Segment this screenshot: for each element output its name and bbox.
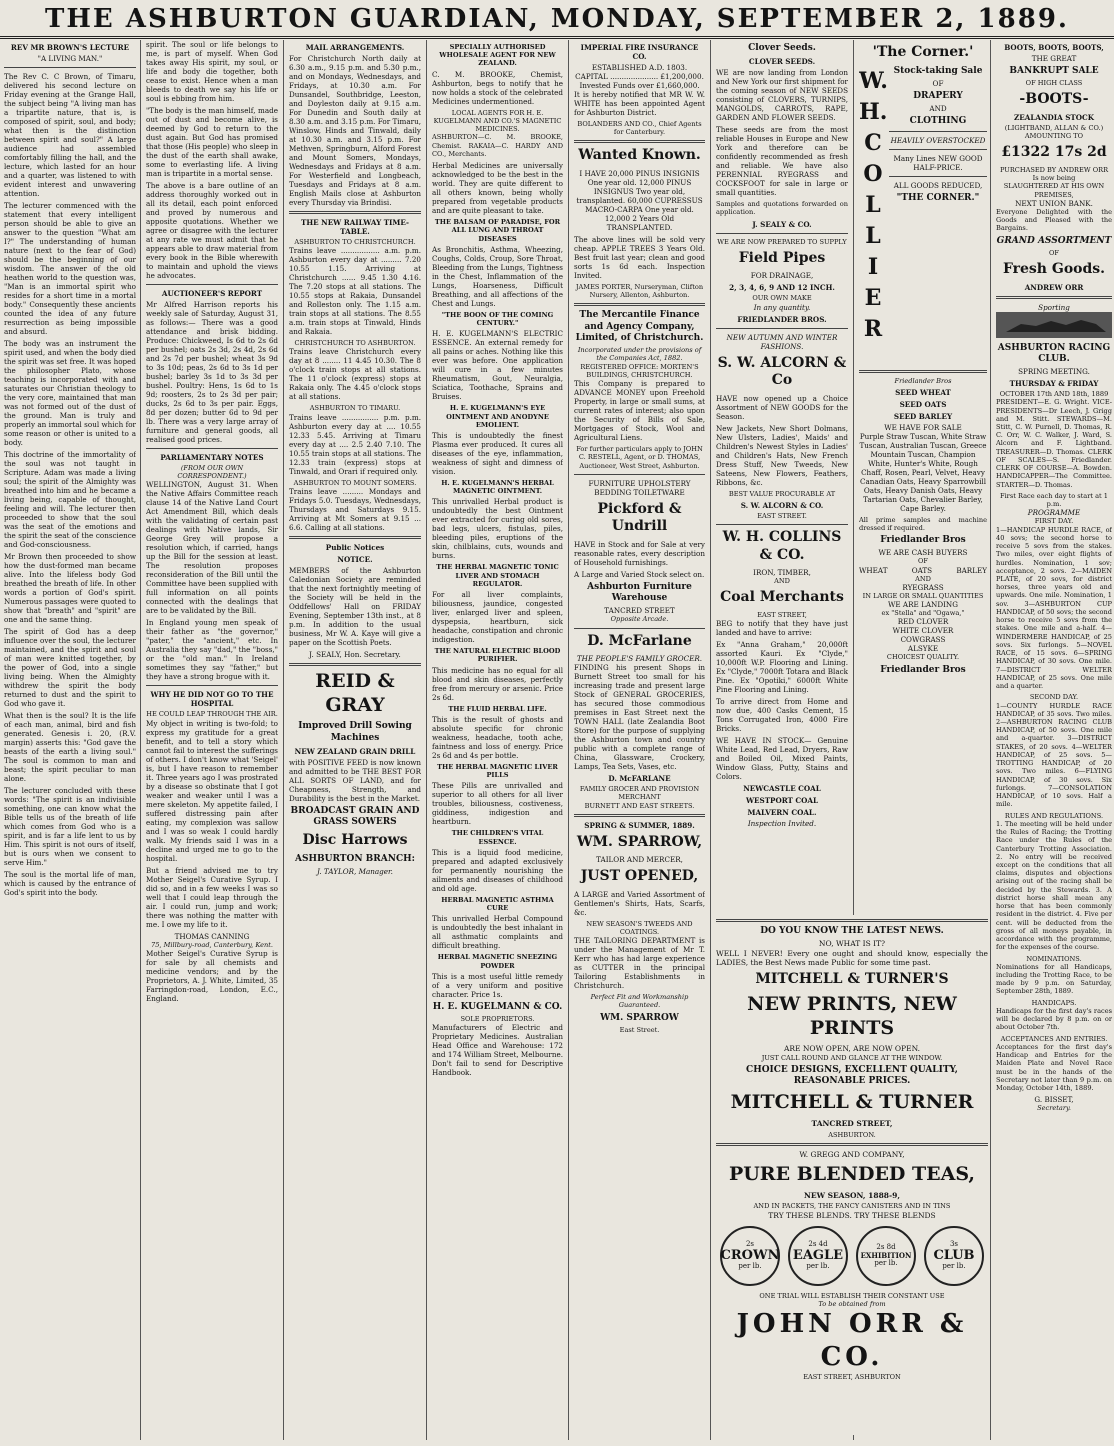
advert-line: WHEAT	[859, 565, 888, 575]
collier-letter: L	[865, 191, 881, 218]
advert-text: Everyone Delighted with the Goods and Pleased with the Bargains.	[996, 207, 1112, 233]
section-heading: H. E. KUGELMANN'S EYE OINTMENT AND ANODYNE EMOLIENT.	[446, 404, 549, 429]
advert-heading: £1322 17s 2d	[1001, 144, 1107, 161]
advert-line: Friedlander Bros	[894, 376, 952, 385]
advert-title: ASHBURTON RACING CLUB.	[997, 342, 1111, 364]
race-programme: 1—COUNTY HURDLE RACE HANDICAP, of 35 sovs. Two miles. 2—ASHBURTON RACING CLUB HANDICAP, of 50 sovs. One mile and a-quarter. 3—DISTRICT STAKES, of 20 sovs. 4—WELTER HANDICAP, of 25 sovs. 5—TROTTING HANDICAP, of 20 sovs. Two miles. 6—FLYING HANDICAP, of 30 sovs. Six furlongs. 7—CONSOLATION HANDICAP, of 10 sovs. Half a mile.	[996, 701, 1112, 809]
advert-line: MALVERN COAL.	[747, 808, 817, 818]
advert-text: Samples and quotations forwarded on application.	[716, 200, 848, 217]
collier-letter: H.	[859, 98, 888, 125]
advert-heading: NEW ZEALAND GRAIN DRILL	[294, 746, 416, 756]
advert-line: CAPITAL ..................... £1,200,000.	[575, 72, 704, 81]
advert-signature: G. BISSET,	[1034, 1095, 1074, 1105]
timetable: Trains leave ................. a.m. p.m. Ashburton every day at ......... 7.20 10.55 1.15. Arriving at Christchurch ...... 9.45 1.30 4.16. The 7.20 stops at all stations. The 10.55 stops at Rakaia, Dunsandel and Rolleston only. The 1.15 a.m. train stops at all stations. The 8.55 a.m. train stops at Tinwald, Hinds and Rakaia.	[289, 246, 421, 337]
tea-badge-name: CLUB	[933, 1247, 975, 1263]
collier-letter: I	[867, 253, 879, 280]
tea-badge	[788, 1226, 848, 1286]
advert-line: ONE TRIAL WILL ESTABLISH THEIR CONSTANT USE	[759, 1291, 945, 1300]
advert-line: Is now being	[1032, 174, 1076, 183]
advert-text: New Jackets, New Short Dolmans, New Ulsters, Ladies', Maids' and Children's Newest Styles in Ladies' and Children's Hats, New French Dress Stuff, New Tweeds, New Sateens, New Flowers, Feathers, Ribbons, &c.	[716, 423, 848, 487]
advert-title: Field Pipes	[738, 249, 826, 266]
section-heading: THE CHILDREN'S VITAL ESSENCE.	[451, 829, 544, 846]
advert-line: PURCHASED BY ANDREW ORR	[999, 165, 1109, 174]
advert-line: HANDICAPS.	[1031, 998, 1077, 1007]
advert-line: COWGRASS	[900, 635, 946, 645]
advert-heading: Disc Harrows	[302, 832, 408, 849]
advert-line: BARLEY	[956, 565, 987, 575]
advert-text: These seeds are from the most reliable Houses in Europe and New York and therefore can be confidently recommended as fresh and reliable. We have also PERENNIAL RYEGRASS and COCKSFOOT for sale in large or small quantities.	[716, 125, 848, 198]
advert-title: Wanted Known.	[578, 147, 701, 164]
column-adverts-b	[716, 40, 848, 910]
article-paragraph: What then is the soul? It is the life of each man, animal, bird and fish generated. Genesis i. 20, (R.V. margin) asserts this: "God gave the beasts of the earth a living soul." The soul is common to man and beast; the spirit peculiar to man alone.	[4, 711, 136, 783]
article-paragraph: Mr Alfred Harrison reports his weekly sale of Saturday, August 31, as follows:— There was a good attendance and brisk bidding. Produce: Chickweed, Is 6d to 2s 6d per bushel; oats 2s 3d, 2s 4d, 2s 6d and 2s 7d per bushel; wheat 3s 9d to 3s 10d; peas, 2s 6d to 3s 1d per bushel; barley 3s 1d to 3s 3d per bushel. Poultry: Hens, 1s 6d to 1s 9d; roosters, 2s to 2s 3d per pair; ducks, 2s 6d to 3s per pair. Eggs, 8d per dozen; butter 6d to 9d per lb. There was a very large array of furniture and general goods, all realised good prices.	[146, 300, 278, 444]
advert-line: Secretary.	[1037, 1104, 1071, 1113]
advert-text: This Company is prepared to ADVANCE MONEY upon Freehold Property, in large or small sums, at current rates of interest; also upon the Security of Bills of Sale, Mortgages of Stock, Wool and Agricultural Liens.	[574, 379, 705, 443]
advert-line: Incorporated under the provisions of the Companies Act, 1882.	[577, 346, 702, 363]
advert-heading: Coal Merchants	[720, 589, 844, 606]
collier-letter: C	[864, 129, 882, 156]
advert-line: OCTOBER 17th AND 18th, 1889	[999, 390, 1109, 399]
advert-line: WHITE CLOVER	[892, 626, 954, 636]
column-rule	[710, 40, 711, 1440]
advert-text: Purple Straw Tuscan, White Straw Tuscan, Australian Tuscan, Greece Mountain Tuscan, Champion White, Hunter's White, Rough Chaff, Rosen, Pearl, Velvet, Heavy Canadian Oats, Heavy Sparrowbill Oats, Heavy Danish Oats, Heavy Tartarian Oats, Chevalier Barley, Cape Barley.	[859, 431, 987, 513]
advert-title: The Mercantile Finance and Agency Company, Limited, of Christchurch.	[575, 310, 704, 343]
advert-text: PRESIDENT—E. G. Wright. VICE-PRESIDENTS—Dr Leech, J. Grigg and M. Stitt. STEWARDS—M. Stitt, C. W. Purnell, D. Thomas, R. C. Orr, W. C. Walker, J. Ward, S. Alcorn and F. Lightband. TREASURER—D. Thomas. CLERK OF SCALES—S. Friedlander. CLERK OF COURSE—A. Bowden. HANDICAPPER—The Committee. STARTER—D. Thomas.	[996, 398, 1112, 489]
advert-text: ASHBURTON—C. M. BROOKE, Chemist. RAKAIA—C. HARDY AND CO., Merchants.	[432, 133, 563, 158]
advert-subheading: THE PEOPLE'S FAMILY GROCER.	[576, 654, 703, 664]
advert-title: MITCHELL & TURNER'S	[755, 971, 949, 988]
collier-letter: R	[863, 315, 883, 342]
advert-signature: FRIEDLANDER BROS.	[737, 314, 827, 324]
advert-line: FIRST DAY.	[1034, 517, 1074, 526]
advert-heading: BOOTS, BOOTS, BOOTS,	[1004, 43, 1104, 52]
section-heading: PARLIAMENTARY NOTES	[160, 453, 264, 462]
advert-line: SLAUGHTERED AT HIS OWN PREMISES,	[1003, 182, 1105, 199]
advert-signature: ANDREW ORR	[1024, 282, 1084, 292]
advert-text: WE are now landing from London and New York our first shipment for the coming season of NEW SEEDS consisting of CLOVERS, TURNIPS, MANGOLDS, CARROTS, RAPE, GARDEN AND FLOWER SEEDS.	[716, 68, 848, 123]
article-paragraph: The body was an instrument the spirit used, and when the body died the spirit was set free. It was hoped the philosopher Plato, whose teaching is incorporated with and saturates our Christian theology to the very core, maintained that man was not formed out of the dust of the ground. Man is truly and properly an immortal soul which for some reason or other is united to a body.	[4, 339, 136, 447]
advert-line: AMOUNTING TO	[1024, 132, 1084, 141]
advert-heading: Ashburton Furniture Warehouse	[587, 581, 692, 604]
advert-heading: "THE CORNER."	[896, 193, 980, 204]
advert-line: ARE NOW OPEN, ARE NOW OPEN.	[783, 1044, 921, 1054]
advert-line: (LIGHTBAND, ALLAN & CO.)	[1004, 123, 1104, 132]
column-rule	[140, 40, 141, 1440]
advert-heading: GRAND ASSORTMENT	[996, 235, 1112, 246]
advert-text: It is hereby notified that MR W. W. WHITE has been appointed Agent for Ashburton District.	[574, 90, 705, 117]
advert-signature: JAMES PORTER, Nurseryman, Clifton Nursery, Allenton, Ashburton.	[575, 282, 704, 300]
collier-letter: O	[863, 160, 883, 187]
advert-text: This unrivalled Herbal Compound is undoubtedly the best inhalant in all asthmatic complaints and difficult breathing.	[432, 914, 563, 951]
advert-text: Manufacturers of Electric and Proprietary Medicines. Australian Head Office and Warehouse: 172 and 174 William Street, Melbourne. Don't fail to send for Descriptive Handbook.	[432, 1023, 563, 1078]
article-paragraph: My object in writing is two-fold; to express my gratitude for a great benefit, and to tell a story which cannot fail to interest the sufferings of others. I don't know what 'Seigel' is, but I have reason to remember it. Three years ago I was prostrated by a disease so obstinate that I got weaker and weaker until I was a mere skeleton. My appetite failed, I suffered distressing pain after eating, my complexion was sallow and I was so weak I could hardly walk. My friends said I was in a decline and urged me to go to the hospital.	[146, 718, 278, 863]
advert-text: This is the result of ghosts and absolute specific for chronic weakness, headache, tooth ache, faintness and loss of energy. Price 2s 6d and 4s per bottle.	[432, 714, 563, 760]
section-heading: Sporting	[1038, 302, 1070, 312]
advert-text: All prime samples and machine dressed if required.	[859, 515, 987, 532]
advert-line: JUST CALL ROUND AND GLANCE AT THE WINDOW.	[761, 1053, 943, 1062]
article-paragraph: For Christchurch North daily at 6.30 a.m., 9.15 p.m. and 5.30 p.m., and on Mondays, Wednesdays, and Fridays, at 10.30 a.m. For Dunsandel, Southbridge, Leeston, and Doyleston daily at 9.15 a.m. For Dunedin and South daily at 8.30 a.m. and 3.15 p.m. For Timaru, Winslow, Hinds and Tinwald, daily at 10.30 a.m. and 3.15 p.m. For Methven, Springburn, Alford Forest and Mount Somers, Mondays, Wednesdays and Fridays at 8 a.m. For Westerfield and Longbeach, Tuesdays and Fridays at 8 a.m. English Mails close at Ashburton every Thursday via Brindisi.	[289, 54, 421, 207]
notice-title: NOTICE.	[337, 554, 373, 564]
advert-line: OF	[1049, 248, 1059, 257]
tea-badge	[720, 1226, 780, 1286]
section-heading: HERBAL MAGNETIC SNEEZING POWDER	[437, 953, 558, 970]
advert-text: This medicine has no equal for all blood and skin diseases, perfectly free from mercury or arsenic. Price 2s 6d.	[432, 665, 563, 702]
section-heading: THE NATURAL ELECTRIC BLOOD PURIFIER.	[434, 647, 561, 664]
advert-text: This is undoubtedly the finest Plasma ever produced. It cures all diseases of the eye, inflammation, weakness of sight and dimness of vision.	[432, 430, 563, 476]
advert-text: BEG to notify that they have just landed and have to arrive:	[716, 619, 848, 638]
advert-title: D. McFarlane	[587, 632, 692, 649]
advert-text: WE HAVE IN STOCK— Genuine White Lead, Red Lead, Dryers, Raw and Boiled Oil, Mixed Paints, Window Glass, Putty, Stains and Colors.	[716, 736, 848, 782]
advert-title: Pickford & Undrill	[597, 500, 682, 535]
advert-text: To arrive direct from Home and now due, 400 Casks Cement, 15 Tons Corrugated Iron, 4000 Fire Bricks.	[716, 697, 848, 734]
advert-line: OF HIGH CLASS	[1025, 79, 1083, 88]
advert-line: TRY THESE BLENDS. TRY THESE BLENDS	[768, 1210, 936, 1220]
tea-badge-price: 2s	[745, 1240, 755, 1249]
advert-title: 'The Corner.'	[872, 44, 974, 60]
section-heading: THE FLUID HERBAL LIFE.	[448, 704, 547, 713]
column-timetable	[289, 40, 421, 1440]
advert-subheading: SOLE PROPRIETORS.	[460, 1014, 535, 1023]
advert-title: W. H. COLLINS & CO.	[722, 529, 842, 563]
advert-heading: SEED WHEAT	[895, 387, 951, 397]
advert-line: First Race each day to start at 1 p.m.	[1000, 491, 1108, 509]
article-paragraph: The Rev C. C Brown, of Timaru, delivered his second lecture on Friday evening at the Grange Hall, the subject being "A living man has a tripartite nature, that is, is composed of spirit, soul, and body; what then is the distinction between spirit and soul?" A large audience had assembled comfortably filling the hall, and the lecture, which lasted for an hour and a quarter, was listened to with evident interest and unwavering attention.	[4, 72, 136, 198]
advert-line: ACCEPTANCES AND ENTRIES.	[1000, 1034, 1108, 1043]
signature: THOMAS CANNING	[174, 931, 250, 941]
advert-line: NEW SEASON'S TWEEDS AND COATINGS.	[586, 919, 693, 936]
advert-line: Opposite Arcade.	[610, 615, 669, 624]
tea-badge-price: 3s	[949, 1240, 959, 1249]
advert-line: WE HAVE FOR SALE	[884, 422, 962, 432]
advert-text: A Large and Varied Stock select on.	[574, 569, 705, 579]
advert-line: FAMILY GROCER AND PROVISION MERCHANT	[579, 785, 700, 802]
timetable: Trains leave ......... Mondays and Fridays 5.0. Tuesdays, Wednesdays, Thursdays and Saturdays 9.15. Arriving at Mt Somers at 9.15 ... 6.6. Calling at all stations.	[289, 486, 421, 532]
advert-heading: IMPERIAL FIRE INSURANCE CO.	[580, 43, 699, 61]
advert-text: The above lines will be sold very cheap. APPLE TREES 3 Years Old. Best fruit last year; clean and good sorts 1s 6d each. Inspection Invited.	[574, 234, 705, 280]
advert-line: To be obtained from	[818, 1300, 886, 1309]
column-adverts-a	[574, 40, 705, 1440]
advert-heading: DO YOU KNOW THE LATEST NEWS.	[760, 926, 944, 936]
advert-heading: CLOTHING	[909, 116, 967, 126]
article-subtitle: "A LIVING MAN."	[37, 54, 103, 63]
advert-line: SECOND DAY.	[1029, 693, 1079, 702]
advert-line: EAST STREET,	[757, 610, 807, 619]
article-paragraph: WELLINGTON, August 31. When the Native Affairs Committee reach clause 14 of the Native Land Court Act Amendment Bill, which deals with the validating of certain past dealings with Native lands, Sir George Grey will propose a resolution which, if carried, hangs up the Bill for the session at least. The resolution proposes reconsideration of the Bill until the Committee have been supplied with full information on all points connected with the dealings that are to be validated by the Bill.	[146, 480, 278, 616]
column-rule	[568, 40, 569, 1440]
notice-text: MEMBERS of the Ashburton Caledonian Society are reminded that the next fortnightly meeting of the Society will be held in the Oddfellows' Hall on FRIDAY Evening, September 13th inst., at 8 p.m. In addition to the usual business, Mr W. A. Kaye will give a paper on the Scottish Poets.	[289, 565, 421, 647]
advert-line: ALL GOODS REDUCED,	[893, 181, 983, 191]
column-reports	[146, 40, 278, 1440]
advert-text: For all liver complaints, biliousness, jaundice, congested liver, enlarged liver and spleen, dyspepsia, heartburn, sick headache, constipation and chronic indigestion.	[432, 590, 563, 645]
advert-line: TANCRED STREET	[604, 606, 675, 616]
advert-line: TANCRED STREET,	[811, 1119, 893, 1129]
article-paragraph: This doctrine of the immortality of the soul was not taught in Scripture. Adam was made a living soul; the spirit of the Almighty was breathed into him and he became a living being, capable of thought, feeling and will. The lecturer then proceeded to show that the soul was the seat of the emotions and the spirit the seat of the conscience and God-consciousness.	[4, 450, 136, 549]
advert-line: IN LARGE OR SMALL QUANTITIES	[862, 591, 984, 600]
column-rule	[426, 40, 427, 1440]
tea-badge-unit: per lb.	[738, 1262, 762, 1271]
advert-line: East Street.	[619, 1025, 660, 1034]
advert-heading: H. E. KUGELMANN & CO.	[432, 1001, 563, 1012]
advert-line: HEAVILY OVERSTOCKED	[890, 136, 986, 146]
advert-signature: JOHN ORR & CO.	[736, 1309, 968, 1372]
section-heading: H. E. KUGELMANN'S HERBAL MAGNETIC OINTMENT.	[441, 478, 554, 496]
section-heading: SPECIALLY AUTHORISED WHOLESALE AGENT FOR NEW ZEALAND.	[439, 43, 556, 68]
advert-heading: Improved Drill Sowing Machines	[298, 721, 412, 743]
section-subheading: LOCAL AGENTS FOR H. E. KUGELMANN AND CO.'S MAGNETIC MEDICINES.	[433, 108, 562, 134]
section-heading: MAIL ARRANGEMENTS.	[305, 43, 405, 52]
advert-text: with POSITIVE FEED is now known and admitted to be THE BEST FOR ALL SORTS OF LAND, and for Cheapness, Strength, and Durability is the best in the Market.	[289, 757, 421, 803]
advert-line: OF	[932, 78, 944, 88]
racehorse-engraving	[996, 312, 1112, 338]
advert-line: Many Lines NEW GOOD HALF-PRICE.	[893, 154, 983, 173]
article-paragraph: Mother Seigel's Curative Syrup is for sale by all chemists and medicine vendors; and by the Proprietors, A. J. White, Limited, 35 Farringdon-road, London, E.C., England.	[146, 948, 278, 1003]
advert-line: NO, WHAT IS IT?	[818, 939, 886, 949]
tea-badge	[856, 1226, 916, 1286]
advert-line: RYEGRASS	[902, 582, 944, 592]
section-subheading: ASHBURTON TO CHRISTCHURCH.	[294, 238, 416, 246]
advert-heading: D. McFARLANE	[608, 774, 671, 784]
advert-line: 2, 3, 4, 6, 9 AND 12 INCH.	[729, 283, 835, 293]
advert-line: BEST VALUE PROCURABLE AT	[728, 489, 836, 498]
section-subheading: ASHBURTON TO TIMARU.	[309, 404, 401, 413]
advert-line: WE ARE CASH BUYERS	[878, 548, 968, 558]
column-adverts-c	[859, 40, 987, 910]
advert-line: FURNITURE UPHOLSTERY BEDDING TOILETWARE	[588, 478, 691, 497]
advert-heading: BROADCAST GRAIN AND GRASS SOWERS	[290, 805, 420, 828]
advert-line: SPRING MEETING.	[1018, 367, 1090, 377]
advert-signature: BOLANDERS AND CO., Chief Agents for Canterbury.	[577, 120, 702, 137]
section-heading: THE BALSAM OF PARADISE, FOR ALL LUNG AND THROAT DISEASES	[434, 218, 561, 243]
advert-text: Herbal Medicines are universally acknowledged to be the best in the world. They are quite different to all others known, being wholly prepared from vegetable products and are quite pleasant to take.	[432, 161, 563, 216]
timetable: Trains leave Christchurch every day at 8 ........ 11 4.45 10.30. The 8 o'clock train stops at all stations. The 11 o'clock (express) stops at Rakaia only. The 4.45 o'clock stops at all stations.	[289, 347, 421, 402]
bottom-adverts	[716, 915, 988, 1435]
advert-heading: Clover Seeds.	[748, 43, 816, 53]
advert-line: NEW SEASON, 1888-9,	[804, 1190, 900, 1200]
advert-line: BURNETT AND EAST STREETS.	[584, 801, 695, 810]
tea-badge-unit: per lb.	[942, 1262, 966, 1271]
collier-letter: W.	[859, 67, 888, 94]
advert-title: PURE BLENDED TEAS,	[728, 1163, 976, 1186]
advert-line: ALSYKE	[907, 644, 939, 654]
advert-line: WE ARE LANDING	[888, 600, 958, 610]
advert-line: CHOICEST QUALITY.	[886, 653, 960, 662]
advert-signature: WM. SPARROW	[600, 1012, 679, 1023]
advert-title: S. W. ALCORN & Co	[717, 354, 847, 389]
advert-signature: J. TAYLOR, Manager.	[317, 867, 393, 877]
advert-signature: S. W. ALCORN & CO.	[740, 500, 824, 510]
advert-line: ASHBURTON.	[828, 1130, 876, 1139]
advert-line: EAST STREET.	[757, 511, 807, 520]
section-heading: Public Notices	[325, 542, 385, 552]
advert-heading: SEED BARLEY	[893, 411, 953, 421]
advert-text: This unrivalled Herbal product is undoubtedly the best Ointment ever extracted for curing old sores, bad legs, ulcers, fistulas, piles, bleeding piles, eruptions of the skin, chilblains, cuts, wounds and burns.	[432, 497, 563, 561]
signature-address: 75, Millbury-road, Canterbury, Kent.	[151, 940, 273, 949]
advert-text: Nominations for all Handicaps, including the Trotting Race, to be made by 9 p.m. on Saturday, September 28th, 1889.	[996, 962, 1112, 996]
section-subheading: (FROM OUR OWN CORRESPONDENT.)	[177, 464, 247, 481]
advert-signature: MITCHELL & TURNER	[730, 1091, 974, 1114]
article-paragraph: Mr Brown then proceeded to show how the dust-formed man became alive. Into the lifeless body God breathed the breath of life. In other words a portion of God's spirit. Numerous passages were quoted to show that "breath" and "spirit" are one and the same thing.	[4, 552, 136, 624]
advert-heading: NEW PRINTS, NEW PRINTS	[747, 992, 957, 1039]
column-rule	[283, 40, 284, 1440]
race-programme: 1—HANDICAP HURDLE RACE, of 40 sovs; the second horse to receive 5 sovs from the stakes. Two miles, over eight flights of hurdles. Nomination, 1 sov; acceptance, 2 sovs. 2—MAIDEN PLATE, of 20 sovs, for district horses, three years old and upwards. One mile. Nomination, 1 sov. 3—ASHBURTON CUP HANDICAP, of 50 sovs; the second horse to receive 5 sovs from the stakes. One mile and a-half. 4—WINDERMERE HANDICAP, of 25 sovs. Six furlongs. 5—NOVEL RACE, of 15 sovs. 6—SPRING HANDICAP, of 30 sovs. One mile. 7—DISTRICT WELTER HANDICAP, of 25 sovs. One mile and a quarter.	[996, 525, 1112, 691]
column-sporting	[996, 40, 1112, 1440]
advert-heading: DRAPERY	[913, 90, 963, 101]
advert-line: NOMINATIONS.	[1026, 954, 1082, 963]
advert-line: AND	[915, 574, 931, 583]
advert-heading: ZEALANDIA STOCK	[1014, 112, 1094, 122]
advert-line: FOR DRAINAGE,	[750, 271, 814, 281]
tea-badge-name: CROWN	[720, 1247, 780, 1263]
advert-text: These Pills are unrivalled and superior to all others for all liver troubles, biliousness, costiveness, giddiness, indigestion and heartburn.	[432, 781, 563, 827]
advert-text: I HAVE 20,000 PINUS INSIGNIS One year old. 12,000 PINUS INSIGNUS Two year old, transplanted. 60,000 CUPRESSUS MACRO-CARPA One year old. 12,000 2 Years Old TRANSPLANTED.	[576, 168, 703, 232]
advert-title: WM. SPARROW,	[576, 833, 703, 850]
tea-badge-price: 2s 8d	[876, 1243, 896, 1252]
advert-signature: For further particulars apply to JOHN C. RESTELL, Agent, or D. THOMAS, Auctioneer, West Street, Ashburton.	[576, 445, 703, 470]
article-paragraph: The lecturer concluded with these words: "The spirit is an indivisible something, one can know what the Bible tells us of the breath of life which comes from God who is a spirit, and is far a life lent to us by Him. This spirit is not ours of itself, but is ours when we consent to serve Him."	[4, 786, 136, 867]
section-heading: "THE BOON OF THE COMING CENTURY."	[441, 310, 554, 328]
advert-line: W. GREGG AND COMPANY,	[799, 1149, 905, 1159]
advert-heading: CHOICE DESIGNS, EXCELLENT QUALITY, REASONABLE PRICES.	[746, 1064, 958, 1087]
notice-signature: J. SEALY, Hon. Secretary.	[309, 649, 401, 659]
advert-text: HAVE now opened up a Choice Assortment of NEW GOODS for the Season.	[716, 393, 848, 421]
advert-text: Handicaps for the first day's races will be declared by 8 p.m. on or about October 7th.	[996, 1006, 1112, 1032]
advert-heading: Stock-taking Sale	[893, 65, 983, 76]
advert-line: WE ARE NOW PREPARED TO SUPPLY	[717, 237, 847, 246]
advert-text: Ex "Anna Graham," 20,000ft assorted Kauri. Ex "Clyde," 10,000ft W.P. Flooring and Lining. Ex "Clyde," 7000ft Totara and Black Pine. Ex "Opotiki," 6000ft White Pine Flooring and Lining.	[716, 640, 848, 695]
section-heading: HERBAL MAGNETIC ASTHMA CURE	[441, 895, 554, 913]
advert-line: REGISTERED OFFICE: MORTEN'S BUILDINGS, CHRISTCHURCH.	[580, 362, 699, 379]
advert-text: THE TAILORING DEPARTMENT is under the Management of Mr T. Kerr who has had large experience as CUTTER in the principal Tailoring Establishments in Christchurch.	[574, 936, 705, 991]
column-lecture	[4, 40, 136, 1440]
article-paragraph: spirit. The soul or life belongs to me, is part of myself. When God takes away His spirit, my soul, or life and body die together, both cease to exist. Hence when a man bleeds to death we say his life or soul is ebbing from him.	[146, 40, 278, 103]
advert-line: AND	[774, 577, 790, 586]
advert-heading: ASHBURTON BRANCH:	[295, 853, 415, 864]
advert-text: This is a liquid food medicine, prepared and adapted exclusively for permanently nourishing the ailments and diseases of childhood and old age.	[432, 847, 563, 893]
tea-badge-price: 2s 4d	[808, 1240, 828, 1249]
tea-badge-name: EXHIBITION	[860, 1251, 912, 1261]
tea-badge-unit: per lb.	[806, 1262, 830, 1271]
article-paragraph: The above is a bare outline of an address thoroughly worked out in all its detail, each point enforced and proved by numerous and apposite quotations. Whether we agree or disagree with the lecturer at any rate we must admit that he appears able to draw material from every book in the Bible wherewith to maintain and uphold the views he advocates.	[146, 181, 278, 280]
page-title: THE ASHBURTON GUARDIAN, MONDAY, SEPTEMBER 2, 1889.	[45, 4, 1069, 34]
advert-line: AND	[929, 104, 947, 113]
advert-heading: PROGRAMME	[1027, 508, 1081, 518]
section-heading: THE NEW RAILWAY TIME-TABLE.	[301, 218, 409, 236]
advert-line: ESTABLISHED A.D. 1803.	[591, 63, 688, 72]
tea-badge-unit: per lb.	[874, 1258, 898, 1267]
advert-line: NEXT UNION BANK.	[1015, 198, 1093, 208]
advert-text: H. E. KUGELMANN'S ELECTRIC ESSENCE. An external remedy for all pains or aches. Nothing like this ever was before. One application will cure in a few minutes Rheumatism, Gout, Neuralgia, Sciatica, Toothache, Sprains and Bruises.	[432, 329, 563, 402]
section-subheading: CHRISTCHURCH TO ASHBURTON.	[294, 339, 416, 348]
collier-letter: L	[865, 222, 881, 249]
advert-line: Perfect Fit and Workmanship Guaranteed.	[590, 993, 689, 1010]
collier-vertical-name	[859, 66, 887, 345]
tea-badge	[924, 1226, 984, 1286]
advert-line: ex "Stella" and "Ogawa,"	[881, 609, 965, 618]
advert-text: This is a most useful little remedy of a very uniform and positive character. Price 1s.	[432, 971, 563, 999]
advert-signature: J. SEALY & CO.	[752, 219, 812, 229]
advert-text: C. M. BROOKE, Chemist, Ashburton, begs to notify that he now holds a stock of the celebrated Medicines undermentioned.	[432, 69, 563, 106]
advert-line: Invested Funds over £1,660,000.	[579, 81, 700, 90]
advert-text: As Bronchitis, Asthma, Wheezing, Coughs, Colds, Croup, Sore Throat, Bleeding from the Lungs, Tightness in the Chest, Inflammation of the Lungs, Hoarseness, Difficult Breathing, and all affections of the Chest and Lungs.	[432, 244, 563, 308]
advert-line: IRON, TIMBER,	[753, 568, 811, 578]
advert-text: A LARGE and Varied Assortment of Gentlemen's Shirts, Hats, Scarfs, &c.	[574, 889, 705, 917]
column-medicines	[432, 40, 563, 1440]
section-heading: AUCTIONEER'S REPORT	[161, 289, 263, 298]
advert-line: OATS	[911, 565, 933, 575]
advert-line: RED CLOVER	[897, 617, 949, 627]
advert-line: OF	[918, 557, 928, 566]
advert-heading: SEED OATS	[899, 399, 947, 409]
race-rules: 1. The meeting will be held under the Rules of Racing; the Trotting Race under the Rules of the Canterbury Trotting Association. 2. No entry will be received except on the conditions that all claims, disputes and objections arising out of the racing shall be decided by the Stewards. 3. A district horse shall mean any horse that has been commonly resident in the district. 4. Five per cent. will be deducted from the gross of all moneys payable, in accordance with the programme, for the expenses of the course.	[996, 819, 1112, 952]
advert-heading: Fresh Goods.	[1002, 261, 1106, 278]
advert-line: EAST STREET, ASHBURTON	[803, 1373, 901, 1382]
advert-line: TAILOR AND MERCER,	[596, 855, 683, 865]
advert-signature: Friedlander Bros	[880, 664, 966, 675]
article-paragraph: The soul is the mortal life of man, which is caused by the entrance of God's spirit into the body.	[4, 870, 136, 897]
advert-heading: BANKRUPT SALE	[1009, 66, 1099, 76]
advert-signature: Friedlander Bros	[880, 535, 966, 546]
section-heading: THE HERBAL MAGNETIC TONIC LIVER AND STOMACH REGULATOR.	[436, 563, 559, 588]
advert-heading: JUST OPENED,	[580, 868, 699, 885]
advert-heading: THURSDAY & FRIDAY	[1009, 379, 1099, 389]
article-paragraph: "The body is the man himself, made out of dust and become alive, is deemed by God to return to the dust again. But God has promised that those (His people) who sleep in the dust of the earth shall awake, some to everlasting life. A living man is tripartite in a mortal sense.	[146, 106, 278, 178]
advert-heading: SPRING & SUMMER, 1889.	[584, 820, 695, 830]
collier-letter: E	[864, 284, 882, 311]
section-subheading: ASHBURTON TO MOUNT SOMERS.	[293, 478, 417, 487]
article-paragraph: The lecturer commenced with the statement that every intelligent person should be able to give an answer to the question "What am I?" The understanding of human nature (next to the fear of God) should be the beginning of our wisdom. The answer of the old heathen world to the question was, "Man is an immortal spirit who resides for a short time in a mortal body." Consequently these ancients counted the idea of any future resurrection as being impossible and absurd.	[4, 201, 136, 336]
advert-line: AND IN PACKETS, THE FANCY CANISTERS AND IN TINS	[753, 1202, 951, 1211]
section-heading: WHY HE DID NOT GO TO THE HOSPITAL	[150, 690, 274, 709]
column-rule	[990, 40, 991, 1440]
advert-line: WESTPORT COAL	[745, 796, 819, 806]
advert-line: RULES AND REGULATIONS.	[1004, 811, 1104, 820]
advert-text: HAVE in Stock and for Sale at very reasonable rates, every description of Household furnishings.	[574, 539, 705, 567]
article-paragraph: In England young men speak of their father as "the governor," "pater," the "ancient," etc. In Australia they say "dad," the "boss," or the "old man." In Ireland sometimes they say "father," but they have a strong brogue with it.	[146, 618, 278, 682]
masthead	[0, 0, 1114, 39]
article-paragraph: But a friend advised me to try Mother Seigel's Curative Syrup. I did so, and in a few weeks I was so well that I could leap through the air. I could run, jump and work; there was nothing the matter with me. I owe my life to it.	[146, 865, 278, 929]
advert-text: Acceptances for the first day's Handicap and Entries for the Maiden Plate and Novel Race must be in the hands of the Secretary not later than 9 p.m. on Monday, October 14th, 1889.	[996, 1042, 1112, 1093]
advert-line: OUR OWN MAKE	[752, 294, 812, 303]
article-title: REV MR BROWN'S LECTURE	[10, 43, 130, 52]
advert-line: THE GREAT	[1031, 54, 1077, 63]
advert-heading: NEW AUTUMN AND WINTER FASHIONS.	[726, 332, 838, 351]
advert-heading: CLOVER SEEDS.	[748, 57, 816, 67]
advert-line: In any quantity.	[753, 302, 811, 312]
advert-text: FINDING his present Shops in Burnett Street too small for his increasing trade and present large Stock of GENERAL GROCERIES, has secured those commodious premises in East Street next the TOWN HALL (late Zealandia Boot Store) for the purpose of supplying the Ashburton town and country public with a complete range of China, Glassware, Crockery, Lamps, Tea Sets, Vases, etc.	[574, 663, 705, 772]
section-heading: THE HERBAL MAGNETIC LIVER PILLS	[437, 762, 558, 780]
advert-title: -BOOTS-	[1019, 91, 1089, 108]
advert-line: Inspection Invited.	[747, 819, 817, 829]
section-subheading: HE COULD LEAP THROUGH THE AIR.	[146, 710, 278, 719]
article-paragraph: The spirit of God has a deep influence over the soul, the lecturer maintained, and the spirit and soul of man were knitted together, by the power of God, into a single living being. When the Almighty withdrew the spirit the body returned to dust and the spirit to God who gave it.	[4, 627, 136, 708]
advert-text: WELL I NEVER! Every one ought and should know, especially the LADIES, the Best News made Public for some time past.	[716, 948, 988, 967]
advert-title: REID & GRAY	[315, 669, 395, 716]
tea-badge-name: EAGLE	[792, 1247, 844, 1263]
timetable: Trains leave ................ p.m. p.m. Ashburton every day at .... 10.55 12.33 5.45. Arriving at Timaru every day at .... 2.5 2.40 7.10. The 10.55 train stops at all stations. The 12.33 train (express) stops at Tinwald, and Orari if required only.	[289, 412, 421, 476]
tea-price-badges	[720, 1226, 984, 1286]
advert-line: NEWCASTLE COAL	[743, 784, 821, 794]
